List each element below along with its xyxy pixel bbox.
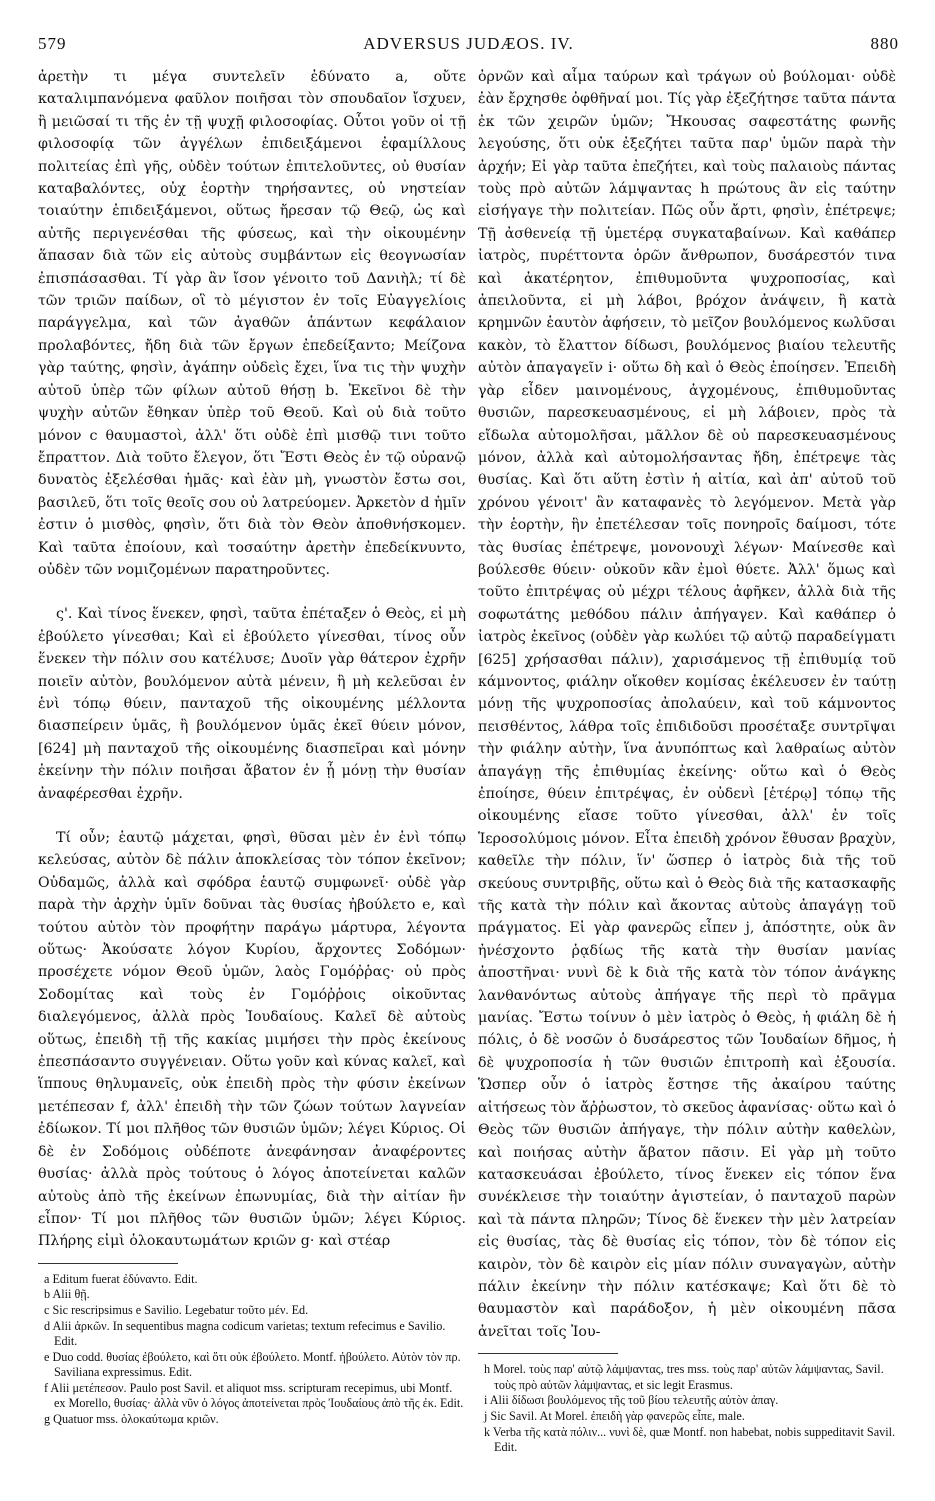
left-paragraph-2: ς'. Καὶ τίνος ἕνεκεν, φησὶ, ταῦτα ἐπέταξεν ὁ Θεὸς, εἰ μὴ ἐβούλετο γίνεσθαι; Καὶ εἰ ἐβούλετο γίνεσθαι, τίνος οὖν ἕνεκεν τὴν πόλιν σου κατέλυσε; Δυοῖν γὰρ θάτερον ἐχρῆν ποιεῖν αὐτὸν, βουλόμενον αὐτὰ μένειν, ἢ μὴ κελεῦσαι ἐν ἑνὶ τόπῳ θύειν, πανταχοῦ τῆς οἰκουμένης μέλλοντα διασπείρειν ὑμᾶς, ἢ βουλόμενον ὑμᾶς ἐκεῖ θύειν μόνον, [624] μὴ πανταχοῦ τῆς οἰκουμένης διασπεῖραι καὶ μόνην ἐκείνην τὴν πόλιν ποιῆσαι ἄβατον ἐν ᾗ μόνῃ τὴν θυσίαν ἀναφέρεσθαι ἐχρῆν. — [38, 606, 466, 802]
footnote: j Sic Savil. At Morel. ἐπειδὴ γὰρ φανερῶς εἶπε, male. — [484, 1408, 745, 1423]
running-header — [38, 34, 899, 58]
footnote-rule — [478, 1353, 618, 1354]
left-footnotes — [38, 1272, 466, 1428]
footnote: g Quatuor mss. ὁλοκαύτωμα κριῶν. — [44, 1412, 219, 1427]
right-paragraph-1: ὀρνῶν καὶ αἷμα ταύρων καὶ τράγων οὐ βούλομαι· οὐδὲ ἐὰν ἔρχησθε ὀφθῆναί μοι. Τίς γὰρ ἐξεζήτησε ταῦτα πάντα ἐκ τῶν χειρῶν ὑμῶν; Ἤκουσας σαφεστάτης φωνῆς λεγούσης, ὅτι οὐκ ἐξεζήτει ταῦτα παρ' ὑμῶν παρὰ τὴν ἀρχήν; Εἰ γὰρ ταῦτα ἐπεζήτει, καὶ τοὺς παλαιοὺς πάντας τοὺς πρὸ αὐτῶν λάμψαντας h πρώτους ἂν εἰς ταύτην εἰσήγαγε τὴν πολιτείαν. Πῶς οὖν ἄρτι, φησὶν, ἐπέτρεψε; Τῇ ἀσθενείᾳ τῇ ὑμετέρᾳ συγκαταβαίνων. Καὶ καθάπερ ἰατρὸς, πυρέττοντα ὁρῶν ἄνθρωπον, δυσάρεστόν τινα καὶ ἀκατέρητον, ἐπιθυμοῦντα ψυχροποσίας, καὶ ἀπειλοῦντα, εἰ μὴ λάβοι, βρόχον ἀνάψειν, ἢ κατὰ κρημνῶν ἑαυτὸν ἀφήσειν, τὸ μεῖζον βουλόμενος κωλῦσαι κακὸν, τὸ ἔλαττον δίδωσι, βουλόμενος βιαίου τελευτῆς αὐτὸν ἀπαγαγεῖν i· οὕτω δὴ καὶ ὁ Θεὸς ἐποίησεν. Ἐπειδὴ γὰρ εἶδεν μαινομένους, ἀγχομένους, ἐπιθυμοῦντας θυσιῶν, παρεσκευασμένους, εἰ μὴ λάβοιεν, πρὸς τὰ εἴδωλα αὐτομολῆσαι, μᾶλλον δὲ οὐ παρεσκευασμένους μόνον, ἀλλὰ καὶ αὐτομολήσαντας ἤδη, ἐπέτρεψε τὰς θυσίας. Καὶ ὅτι αὕτη ἐστὶν ἡ αἰτία, καὶ ἀπ' αὐτοῦ τοῦ χρόνου γένοιτ' ἂν καταφανὲς τὸ λεγόμενον. Μετὰ γὰρ τὴν ἑορτὴν, ἣν ἐπετέλεσαν τοῖς πονηροῖς δαίμοσι, τότε τὰς θυσίας ἐπέτρεψε, μονονουχὶ λέγων· Μαίνεσθε καὶ βούλεσθε θύειν· οὐκοῦν κἂν ἐμοὶ θύετε. Ἀλλ' ὅμως καὶ τοῦτο ἐπιτρέψας οὐ μέχρι τέλους ἀφῆκεν, ἀλλὰ διὰ τῆς σοφωτάτης μεθόδου πάλιν ἀπήγαγεν. Καὶ καθάπερ ὁ ἰατρὸς ἐκεῖνος (οὐδὲν γὰρ κωλύει τῷ αὐτῷ παραδείγματι [625] χρήσασθαι πάλιν), χαρισάμενος τῇ ἐπιθυμίᾳ τοῦ κάμνοντος, φιάλην οἴκοθεν κομίσας ἐκέλευσεν ἐν ταύτῃ μόνῃ τῆς ψυχροποσίας ἀπολαύειν, καὶ τοῦ κάμνοντος πεισθέντος, λάθρα τοῖς ἐπιδιδοῦσι προσέταξε συντρῖψαι τὴν φιάλην αὐτὴν, ἵνα ἀνυπόπτως καὶ λαθραίως αὐτὸν ἀπαγάγῃ τῆς ἐπιθυμίας ἐκείνης· οὕτω καὶ ὁ Θεὸς ἐποίησε, θύειν ἐπιτρέψας, ἐν οὐδενὶ [ἑτέρῳ] τόπῳ τῆς οἰκουμένης εἴασε τοῦτο γίνεσθαι, ἀλλ' ἐν τοῖς Ἱεροσολύμοις μόνον. Εἶτα ἐπειδὴ χρόνον ἔθυσαν βραχὺν, καθεῖλε τὴν πόλιν, ἵν' ὥσπερ ὁ ἰατρὸς διὰ τῆς τοῦ σκεύους συντριβῆς, οὕτω καὶ ὁ Θεὸς διὰ τῆς κατασκαφῆς τῆς κατὰ τὴν πόλιν καὶ ἄκοντας αὐτοὺς ἀπαγάγῃ τοῦ πράγματος. Εἰ γὰρ φανερῶς εἶπεν j, ἀπόστητε, οὐκ ἂν ἠνέσχοντο ῥᾳδίως τῆς κατὰ τὴν θυσίαν μανίας ἀποστῆναι· νυνὶ δὲ k διὰ τῆς κατὰ τὸν τόπον ἀνάγκης λανθανόντως αὐτοὺς ἀπήγαγε τῆς περὶ τὸ πρᾶγμα μανίας. Ἔστω τοίνυν ὁ μὲν ἰατρὸς ὁ Θεὸς, ἡ φιάλη δὲ ἡ πόλις, ὁ δὲ νοσῶν ὁ δυσάρεστος τῶν Ἰουδαίων δῆμος, ἡ δὲ ψυχροποσία ἡ τῶν θυσιῶν ἐπιτροπὴ καὶ ἐξουσία. Ὥσπερ οὖν ὁ ἰατρὸς ἔστησε τῆς ἀκαίρου ταύτης αἰτήσεως τὸν ἄῤῥωστον, τὸ σκεῦος ἀφανίσας· οὕτω καὶ ὁ Θεὸς τῶν θυσιῶν ἀπήγαγε, τὴν πόλιν αὐτὴν καθελὼν, καὶ ποιήσας αὐτὴν ἄβατον πᾶσιν. Εἰ γὰρ μὴ τοῦτο κατασκευάσαι ἐβούλετο, τίνος ἕνεκεν εἰς τόπον ἕνα συνέκλεισε τὴν τοιαύτην ἁγιστείαν, ὁ πανταχοῦ παρὼν καὶ τὰ πάντα πληρῶν; Τίνος δὲ ἕνεκεν τὴν μὲν λατρείαν εἰς θυσίας, τὰς δὲ θυσίας εἰς τόπον, τὸν δὲ τόπον εἰς καιρὸν, τὸν δὲ καιρὸν εἰς μίαν πόλιν συναγαγὼν, αὐτὴν πάλιν ἐκείνην τὴν πόλιν κατέσκαψε; Καὶ ὅτι δὲ τὸ θαυμαστὸν καὶ παράδοξον, ἡ μὲν οἰκουμένη πᾶσα ἀνεῖται τοῖς Ἰου- — [478, 69, 896, 1340]
footnote: c Sic rescripsimus e Savilio. Legebatur τοῦτο μέν. Ed. — [44, 1302, 309, 1317]
footnote: k Verba τῆς κατὰ πόλιν... νυνὶ δὲ, quæ Montf. non habebat, nobis suppeditavit Savil. Edit. — [484, 1424, 896, 1455]
left-paragraph-3: Τί οὖν; ἑαυτῷ μάχεται, φησὶ, θῦσαι μὲν ἐν ἑνὶ τόπῳ κελεύσας, αὐτὸν δὲ πάλιν ἀποκλείσας τὸν τόπον ἐκεῖνον; Οὐδαμῶς, ἀλλὰ καὶ σφόδρα ἑαυτῷ συμφωνεῖ· οὐδὲ γὰρ παρὰ τὴν ἀρχὴν ὑμῖν δοῦναι τὰς θυσίας ἠβούλετο e, καὶ τούτου αὐτὸν τὸν προφήτην παράγω μάρτυρα, λέγοντα οὕτως· Ἀκούσατε λόγον Κυρίου, ἄρχοντες Σοδόμων· προσέχετε νόμον Θεοῦ ὑμῶν, λαὸς Γομόῤῥας· οὐ πρὸς Σοδομίτας καὶ τοὺς ἐν Γομόῤῥοις οἰκοῦντας διαλεγόμενος, ἀλλὰ πρὸς Ἰουδαίους. Καλεῖ δὲ αὐτοὺς οὕτως, ἐπειδὴ τῇ τῆς κακίας μιμήσει τὴν πρὸς ἐκείνους ἐπεσπάσαντο συγγένειαν. Οὕτω γοῦν καὶ κύνας καλεῖ, καὶ ἵππους θηλυμανεῖς, οὐκ ἐπειδὴ πρὸς τὴν φύσιν ἐκείνων μετέπεσαν f, ἀλλ' ἐπειδὴ τὴν τῶν ζώων τούτων λαγνείαν ἐδίωκον. Τί μοι πλῆθος τῶν θυσιῶν ὑμῶν; λέγει Κύριος. Οἱ δὲ ἐν Σοδόμοις οὐδέποτε ἀνεφάνησαν ἀναφέροντες θυσίας· ἀλλὰ πρὸς τούτους ὁ λόγος ἀποτείνεται καλῶν αὐτοὺς ἀπὸ τῆς ἐκείνων ἐπωνυμίας, διὰ τὴν αἰτίαν ἣν εἶπον· Τί μοι πλῆθος τῶν θυσιῶν ὑμῶν; λέγει Κύριος. Πλήρης εἰμὶ ὁλοκαυτωμάτων κριῶν g· καὶ στέαρ — [38, 830, 466, 1250]
footnote-rule — [38, 1263, 178, 1264]
footnote: e Duo codd. θυσίας ἐβούλετο, καὶ ὅτι οὐκ ἐβούλετο. Montf. ἠβούλετο. Αὐτὸν τὸν πρ. Saviliana expressimus. Edit. — [44, 1349, 461, 1380]
left-column — [38, 66, 466, 1428]
right-column — [478, 66, 896, 1456]
footnote: f Alii μετέπεσον. Paulo post Savil. et aliquot mss. scripturam recepimus, ubi Montf. ex Morello, θυσίας· ἀλλὰ νῦν ὁ λόγος ἀποτείνεται πρὸς Ἰουδαίους ἀπὸ τῆς ἐκ. Edit. — [44, 1380, 464, 1411]
running-title: ADVERSUS JUDÆOS. IV. — [363, 34, 574, 53]
left-paragraph-1: ἀρετὴν τι μέγα συντελεῖν ἐδύνατο a, οὔτε καταλιμπανόμενα φαῦλον ποιῆσαι τὸν σπουδαῖον ἴσχυεν, ἢ μειῶσαί τι τῆς ἐν τῇ ψυχῇ φιλοσοφίας. Οὗτοι γοῦν οἱ τῇ φιλοσοφίᾳ τῶν ἀγγέλων ἐπιδειξάμενοι ἐφαμίλλους πολιτείας ἐπὶ γῆς, οὐδὲν τούτων ἐπιτελοῦντες, οὐ θυσίαν καταβαλόντες, οὐχ ἑορτὴν τηρήσαντες, οὐ νηστείαν τοιαύτην ἐπιδειξάμενοι, οὕτως ἤρεσαν τῷ Θεῷ, ὡς καὶ αὐτῆς περιγενέσθαι τῆς φύσεως, καὶ τὴν οἰκουμένην ἅπασαν διὰ τῶν εἰς αὐτοὺς συμβάντων εἰς θεογνωσίαν ἐπισπάσασθαι. Τί γὰρ ἂν ἴσον γένοιτο τοῦ Δανιὴλ; τί δὲ τῶν τριῶν παίδων, οἳ τὸ μέγιστον ἐν τοῖς Εὐαγγελίοις παράγγελμα, καὶ τῶν ἀγαθῶν ἁπάντων κεφάλαιον προλαβόντες, ἤδη διὰ τῶν ἔργων ἐπεδείξαντο; Μείζονα γὰρ ταύτης, φησὶν, ἀγάπην οὐδεὶς ἔχει, ἵνα τις τὴν ψυχὴν αὐτοῦ ὑπὲρ τῶν φίλων αὐτοῦ θήσῃ b. Ἐκεῖνοι δὲ τὴν ψυχὴν αὐτῶν ἔθηκαν ὑπὲρ τοῦ Θεοῦ. Καὶ οὐ διὰ τοῦτο μόνον c θαυμαστοὶ, ἀλλ' ὅτι οὐδὲ ἐπὶ μισθῷ τινι τοῦτο ἔπραττον. Διὰ τοῦτο ἔλεγον, ὅτι Ἔστι Θεὸς ἐν τῷ οὐρανῷ δυνατὸς ἐξελέσθαι ἡμᾶς· καὶ ἐὰν μὴ, γνωστὸν ἔστω σοι, βασιλεῦ, ὅτι τοῖς θεοῖς σου οὐ λατρεύομεν. Ἀρκετὸν d ἡμῖν ἐστιν ὁ μισθὸς, φησὶν, ὅτι διὰ τὸν Θεὸν ἀποθνήσκομεν. Καὶ ταῦτα ἐποίουν, καὶ τοσαύτην ἀρετὴν ἐπεδείκνυντο, οὐδὲν τῶν νομιζομένων παρατηροῦντες. — [38, 69, 466, 578]
footnote: b Alii θῇ. — [44, 1287, 90, 1302]
page-number-right: 880 — [870, 34, 899, 53]
footnote: i Alii δίδωσι βουλόμενος τῆς τοῦ βίου τελευτῆς αὐτὸν ἀπαγ. — [484, 1393, 779, 1408]
footnote: d Alii ἀρκῶν. In sequentibus magna codicum varietas; textum refecimus e Savilio. Edit. — [44, 1318, 446, 1349]
page-number-left: 579 — [38, 34, 67, 53]
footnote: h Morel. τοὺς παρ' αὐτῷ λάμψαντας, tres mss. τοὺς παρ' αὐτῶν λάμψαντας, Savil. τοὺς πρὸ αὐτῶν λάμψαντας, et sic legit Erasmus. — [484, 1362, 884, 1392]
right-footnotes — [478, 1362, 896, 1456]
footnote: a Editum fuerat ἐδύναντο. Edit. — [44, 1271, 198, 1286]
